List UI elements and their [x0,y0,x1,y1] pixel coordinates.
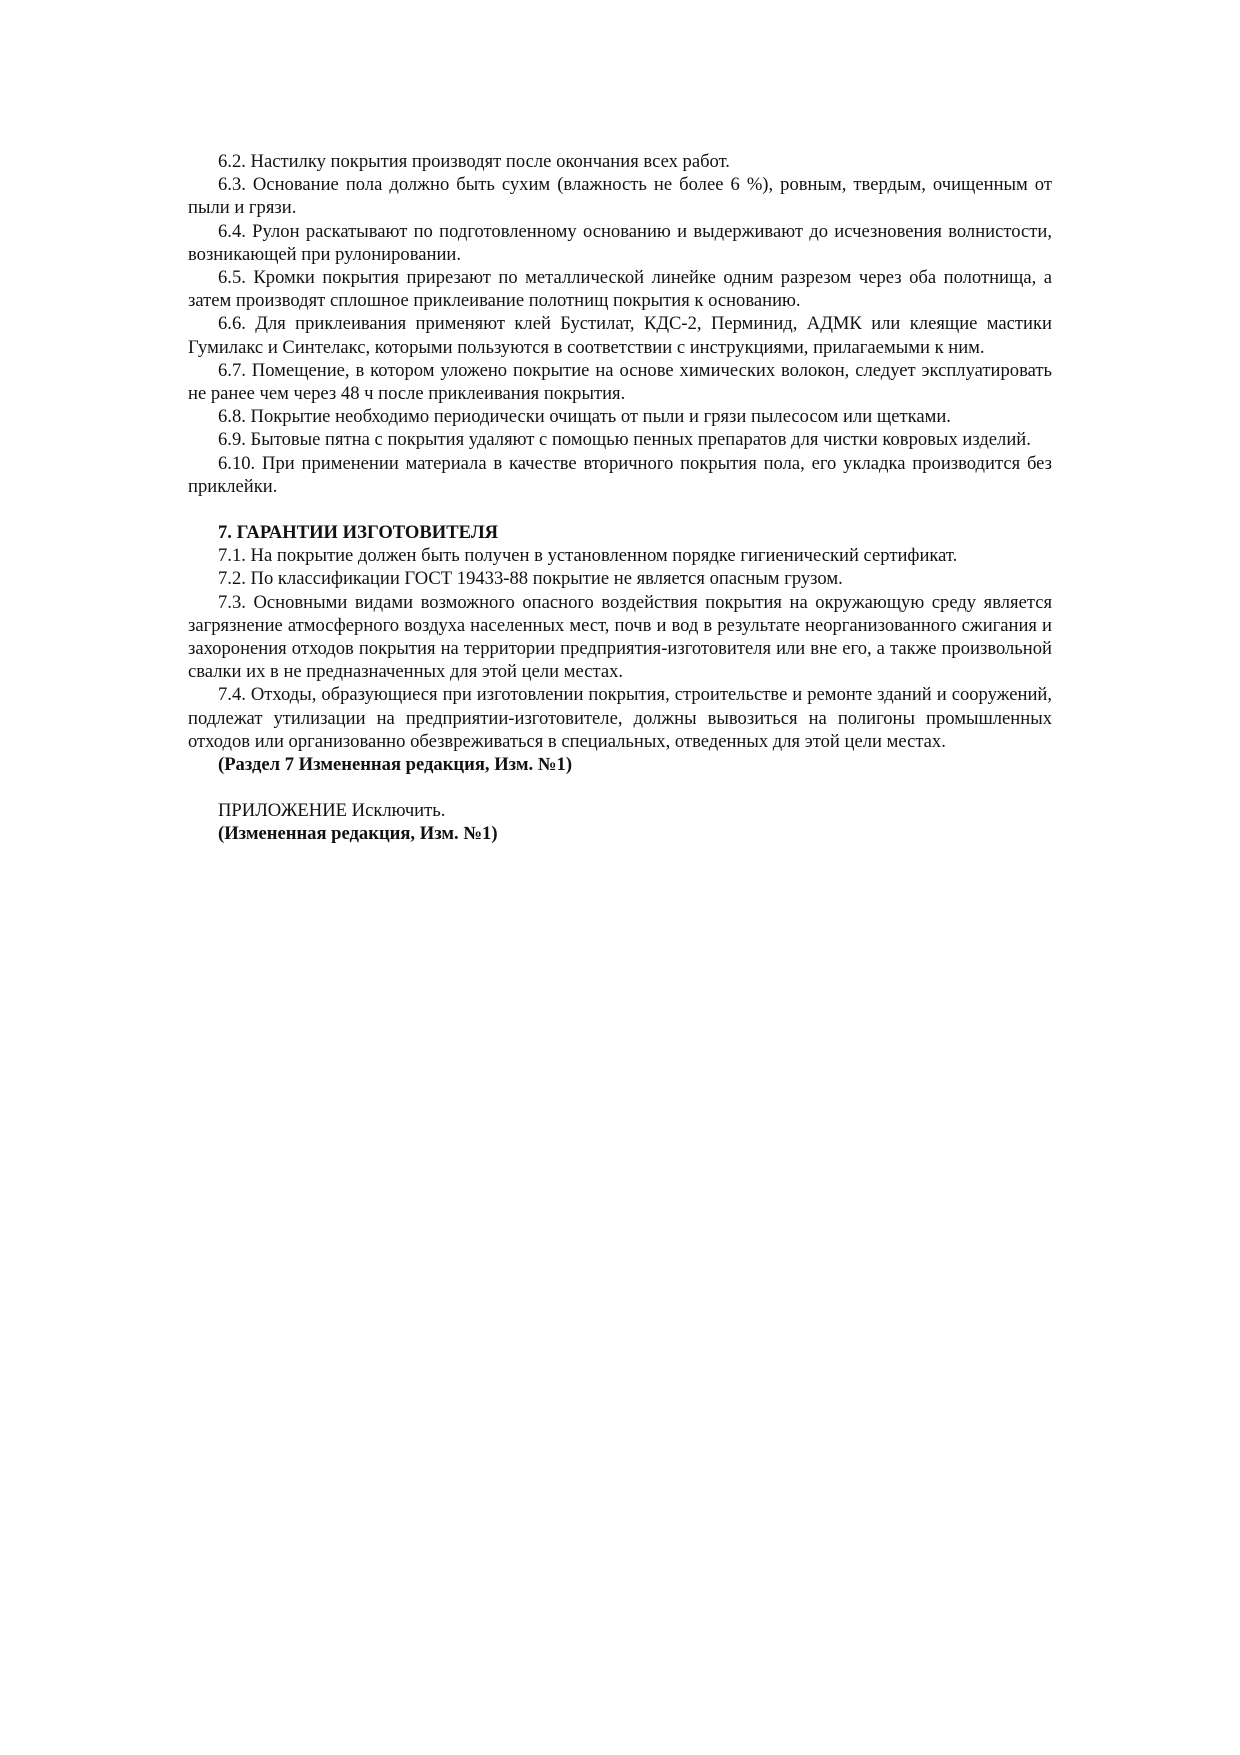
paragraph-6-2: 6.2. Настилку покрытия производят после окончания всех работ. [218,151,730,172]
paragraph-6-3: 6.3. Основание пола должно быть сухим (влажность не более 6 %), ровным, твердым, очищенным от пыли и грязи. [188,174,1052,219]
paragraph-6-7: 6.7. Помещение, в котором уложено покрытие на основе химических волокон, следует эксплуатировать не ранее чем через 48 ч после приклеивания покрытия. [188,359,1052,405]
paragraph-7-3: 7.3. Основными видами возможного опасного воздействия покрытия на окружающую среду является загрязнение атмосферного воздуха населенных мест, почв и вод в результате неорганизованного сжигания и захоронения отходов покрытия на территории предприятия-изготовителя или вне его, а также произвольной свалки их в не предназначенных для этой цели местах. [188,591,1052,683]
section-7-heading: 7. ГАРАНТИИ ИЗГОТОВИТЕЛЯ [218,522,499,544]
appendix-amendment-note: (Измененная редакция, Изм. №1) [218,823,498,845]
section-7-amendment-note: (Раздел 7 Измененная редакция, Изм. №1) [218,754,573,776]
paragraph-7-2: 7.2. По классификации ГОСТ 19433-88 покрытие не является опасным грузом. [218,568,843,590]
paragraph-6-4: 6.4. Рулон раскатывают по подготовленному основанию и выдерживают до исчезновения волнистости, возникающей при рулонировании. [188,220,1052,265]
spacer [188,776,1052,799]
paragraph-6-9: 6.9. Бытовые пятна с покрытия удаляют с помощью пенных препаратов для чистки ковровых изделий. [218,429,1031,451]
paragraph-6-6: 6.6. Для приклеивания применяют клей Бустилат, КДС-2, Перминид, АДМК или клеящие мастики Гумилакс и Синтелакс, которыми пользуются в соответствии с инструкциями, прилагаемыми к ним. [188,313,1052,358]
document-page [188,150,1052,846]
paragraph-6-8: 6.8. Покрытие необходимо периодически очищать от пыли и грязи пылесосом или щетками. [218,406,951,428]
paragraph-6-5: 6.5. Кромки покрытия прирезают по металлической линейке одним разрезом через оба полотнища, а затем производят сплошное приклеивание полотнищ покрытия к основанию. [188,267,1052,312]
paragraph-7-1: 7.1. На покрытие должен быть получен в установленном порядке гигиенический сертификат. [218,545,958,567]
spacer [188,498,1052,521]
appendix-text: ПРИЛОЖЕНИЕ Исключить. [218,800,446,822]
paragraph-7-4: 7.4. Отходы, образующиеся при изготовлении покрытия, строительстве и ремонте зданий и сооружений, подлежат утилизации на предприятии-изготовителе, должны вывозиться на полигоны промышленных отходов или организованно обезвреживаться в специальных, отведенных для этой цели местах. [188,684,1052,752]
paragraph-6-10: 6.10. При применении материала в качестве вторичного покрытия пола, его укладка производится без приклейки. [188,452,1052,497]
